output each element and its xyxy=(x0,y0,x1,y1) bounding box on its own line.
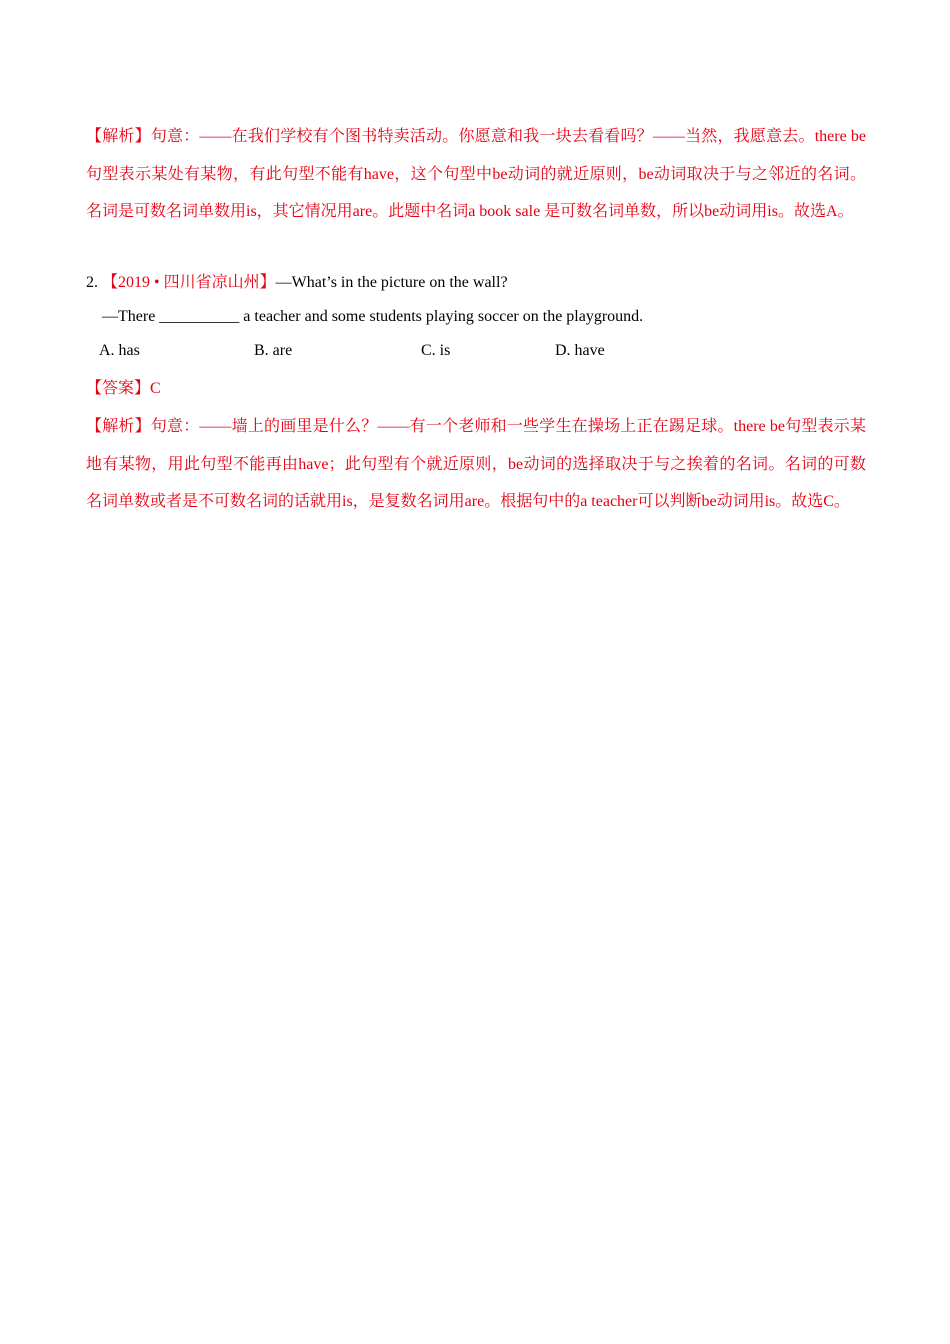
analysis-text: 句意：——在我们学校有个图书特卖活动。你愿意和我一块去看看吗？——当然，我愿意去。there be句型表示某处有某物，有此句型不能有have，这个句型中be动词的就近原则，be动词取决于与之邻近的名词。名词是可数名词单数用is，其它情况用are。此题中名词a book sale 是可数名词单数，所以be动词用is。故选A。 xyxy=(86,128,866,220)
question-source: 【2019 • 四川省凉山州】 xyxy=(102,274,276,291)
analysis-text: 句意：——墙上的画里是什么？——有一个老师和一些学生在操场上正在踢足球。there be句型表示某地有某物，用此句型不能再由have；此句型有个就近原则，be动词的选择取决于与之挨着的名词。名词的可数名词单数或者是不可数名词的话就用is，是复数名词用are。根据句中的a teacher可以判断be动词用is。故选C。 xyxy=(86,418,866,510)
answer-line xyxy=(86,379,161,399)
answer-tag: 【答案】 xyxy=(86,380,151,397)
question-2-dialogue-line: —There __________ a teacher and some students playing soccer on the playground. xyxy=(102,308,644,325)
analysis-tag: 【解析】 xyxy=(86,418,151,435)
option-b: B. are xyxy=(254,342,293,359)
analysis-tag: 【解析】 xyxy=(86,128,151,145)
option-d: D. have xyxy=(555,342,605,359)
question-number: 2. xyxy=(86,274,98,291)
answer-value: C xyxy=(150,380,161,397)
option-a: A. has xyxy=(99,342,140,359)
question-2-stem-line xyxy=(86,273,508,293)
analysis-paragraph-1 xyxy=(86,118,866,231)
option-c: C. is xyxy=(421,342,451,359)
analysis-paragraph-2 xyxy=(86,408,866,521)
question-stem: —What’s in the picture on the wall? xyxy=(275,274,508,291)
